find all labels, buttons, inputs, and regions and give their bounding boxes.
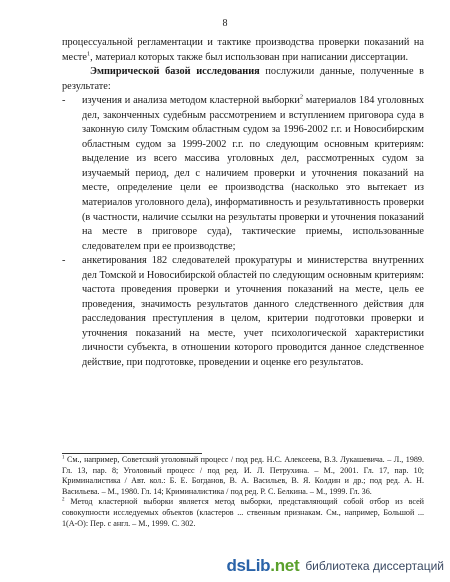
footnote-ref-2[interactable]: 2 [299, 93, 304, 101]
paragraph-continuation: процессуальной регламентации и тактике производства проверки показаний на месте$^1$, материал которых также был использован при написании диссертации. [62, 37, 424, 63]
list-item: - анкетирования 182 следователей прокуратуры и министерства внутренних дел Томской и Новосибирской областей по следующим основным критериям: частота проведения проверки и уточнения показаний на месте, цель ее проведения, значимость результатов данного следственного действия для расследования преступления в целом, критерии подготовки проверки и уточнения показаний на месте, учет психологической характеристики личности субъекта, в отношении которого проводится данное следственное действие, при подготовке, проведении и оценке его результатов. [62, 255, 424, 369]
page-number: 8 [222, 18, 228, 29]
list-item: - изучения и анализа методом кластерной выборки$^2$ материалов 184 уголовных дел, законченных судебным рассмотрением и вступлением приговора суда в законную силу Томским областным судом за 1996-2002 г.г. и Новосибирским областным судом за 1999-2002 г.г. по следующим основным критериям: выделение из всего массива уголовных дел, рассмотренных судом за изучаемый период, дел с наличием проверки и уточнения показаний на месте, определение цели ее производства (насколько это вытекает из материалов уголовного дела), информативность и результативность проверки (в частности, наличие ссылки на результаты проверки и уточнения показаний на месте в приговоре суда), тактические приемы, использованные следователем при ее производстве; [62, 93, 425, 252]
list-dash: - [62, 95, 66, 107]
footnote-2: $^2$ Метод кластерной выборки является метод выборки, представляющий собой отбор из всей совокупности исследуемых объектов (кластеров ... ственным признакам. См., например, Большой ... 1(А-О): Пер. с англ. – М., 1999. С. 302. [62, 497, 424, 528]
footnote-divider [62, 453, 202, 454]
bold-term: Эмпирической базой исследования [90, 66, 260, 78]
footnote-1: $^1$ См., например, Советский уголовный процесс / под ред. Н.С. Алексеева, В.З. Лукашевича. – Л., 1989. Гл. 13, пар. 8; Уголовный процесс / под ред. И. Л. Петрухина. – М., 2001. Гл. 17, пар. 10; Криминалистика / Авт. кол.: Б. Е. Богданов, В. А. Васильев, В. Я. Колдин и др.; под ред. А. Н. Васильева. – М., 1980. Гл. 14; Криминалистика / под ред. Р. С. Белкина. – М., 1999. Гл. 36. [62, 455, 424, 496]
footnotes [62, 455, 424, 529]
list-dash: - [62, 255, 66, 267]
watermark-caption: библиотека диссертаций [305, 559, 444, 573]
footnote-ref-1[interactable]: 1 [86, 50, 91, 58]
paragraph-empirical-base: Эмпирической базой исследования послужили данные, полученные в результате: [62, 66, 425, 92]
main-text [62, 36, 424, 371]
dslib-logo: dsLib.net [226, 556, 300, 575]
watermark-logo[interactable] [226, 556, 444, 576]
